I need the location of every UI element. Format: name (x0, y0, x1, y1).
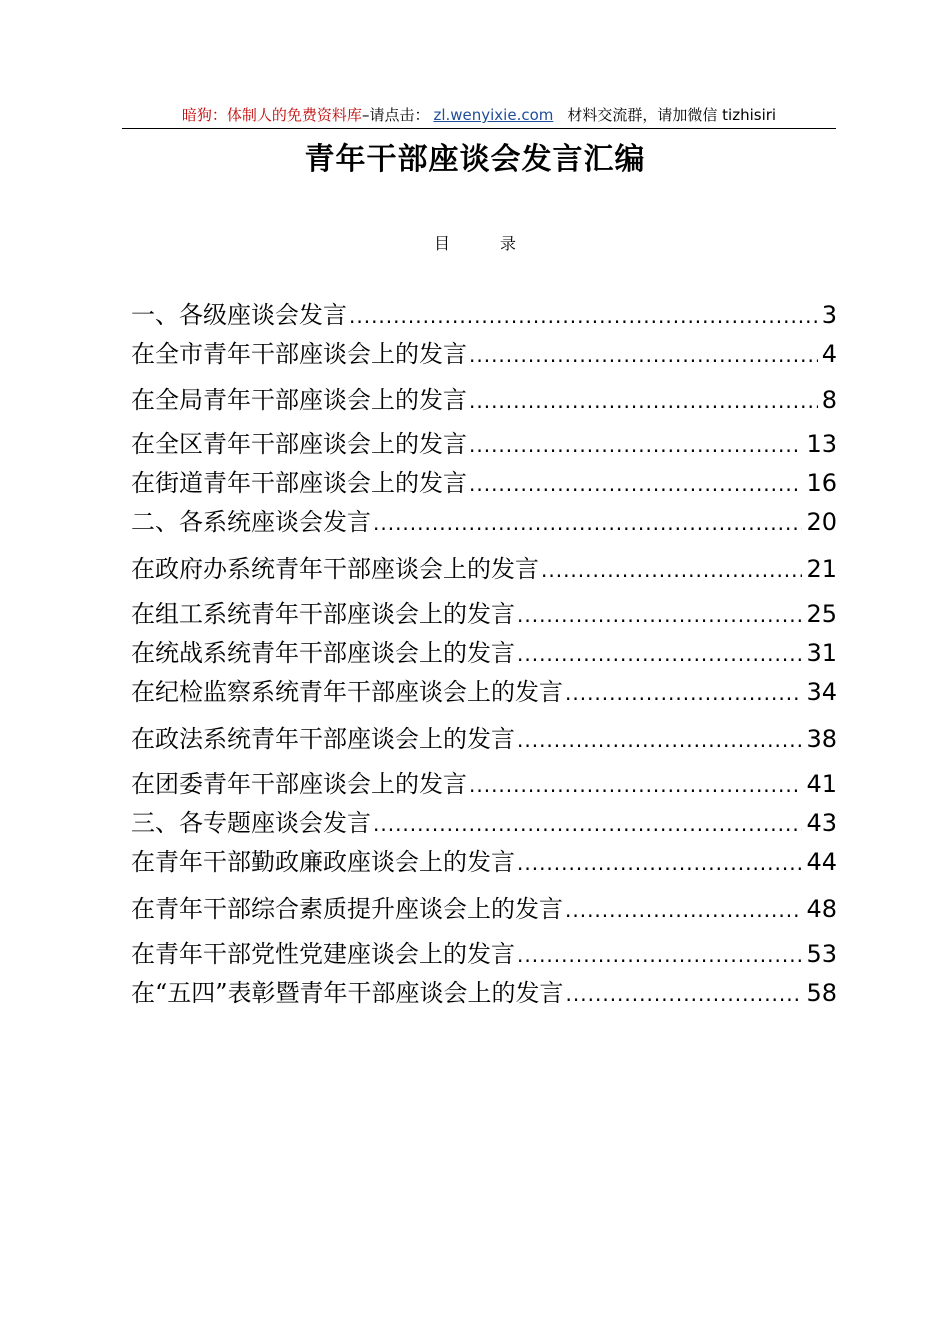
toc-leader-dots (541, 553, 802, 587)
toc-leader-dots (517, 637, 802, 671)
toc-leader-dots (373, 807, 802, 841)
toc-entry-text: 二、各系统座谈会发言 (131, 508, 371, 536)
toc-page-number: 48 (806, 895, 837, 923)
toc-entry-text: 在统战系统青年干部座谈会上的发言 (131, 639, 515, 667)
toc-entry-text: 在政法系统青年干部座谈会上的发言 (131, 725, 515, 753)
toc-leader-dots (565, 676, 802, 710)
toc-page-number: 4 (821, 340, 837, 368)
toc-entry-text: 在全局青年干部座谈会上的发言 (131, 386, 467, 414)
toc-entry-text: 在“五四”表彰暨青年干部座谈会上的发言 (131, 979, 564, 1007)
toc-entry-text: 在青年干部勤政廉政座谈会上的发言 (131, 848, 515, 876)
toc-entry[interactable] (131, 937, 837, 971)
toc-entry[interactable] (131, 845, 837, 879)
toc-entry[interactable] (131, 675, 837, 709)
toc-leader-dots (565, 893, 802, 927)
toc-page-number: 53 (806, 940, 837, 968)
toc-leader-dots (469, 428, 802, 462)
toc-entry[interactable] (131, 383, 837, 417)
header-note: 材料交流群，请加微信 tizhisiri (567, 106, 777, 124)
toc-page-number: 13 (806, 430, 837, 458)
toc-page-number: 20 (806, 508, 837, 536)
toc-page-number: 3 (821, 301, 837, 329)
toc-entry-text: 在纪检监察系统青年干部座谈会上的发言 (131, 678, 563, 706)
toc-leader-dots (373, 506, 802, 540)
toc-entry-section-3[interactable] (131, 806, 837, 840)
toc-entry-text: 在团委青年干部座谈会上的发言 (131, 770, 467, 798)
toc-entry[interactable] (131, 636, 837, 670)
toc-leader-dots (349, 299, 818, 333)
toc-page-number: 21 (806, 555, 837, 583)
toc-leader-dots (517, 846, 802, 880)
toc-page-number: 8 (821, 386, 837, 414)
toc-entry[interactable] (131, 976, 837, 1010)
toc-entry[interactable] (131, 466, 837, 500)
toc-leader-dots (517, 598, 802, 632)
toc-entry[interactable] (131, 767, 837, 801)
toc-leader-dots (517, 938, 802, 972)
toc-entry[interactable] (131, 597, 837, 631)
toc-entry[interactable] (131, 427, 837, 461)
toc-entry-text: 在青年干部党性党建座谈会上的发言 (131, 940, 515, 968)
toc-page-number: 31 (806, 639, 837, 667)
toc-page-number: 58 (806, 979, 837, 1007)
toc-page-number: 41 (806, 770, 837, 798)
document-title: 青年干部座谈会发言汇编 (304, 142, 646, 177)
toc-entry-text: 在政府办系统青年干部座谈会上的发言 (131, 555, 539, 583)
toc-page-number: 16 (806, 469, 837, 497)
toc-entry[interactable] (131, 337, 837, 371)
header-link[interactable]: zl.wenyixie.com (433, 106, 554, 124)
toc-page-number: 25 (806, 600, 837, 628)
toc-leader-dots (517, 723, 802, 757)
toc-heading: 目录 (433, 234, 566, 253)
header-prompt: –请点击： (361, 106, 430, 124)
toc-page-number: 44 (806, 848, 837, 876)
toc-page-number: 34 (806, 678, 837, 706)
toc-entry-text: 一、各级座谈会发言 (131, 301, 347, 329)
toc-entry-text: 在全区青年干部座谈会上的发言 (131, 430, 467, 458)
toc-entry-text: 在全市青年干部座谈会上的发言 (131, 340, 467, 368)
toc-entry-section-1[interactable] (131, 298, 837, 332)
toc-page-number: 43 (806, 809, 837, 837)
toc-entry[interactable] (131, 722, 837, 756)
toc-entry-text: 在组工系统青年干部座谈会上的发言 (131, 600, 515, 628)
toc-entry-text: 在青年干部综合素质提升座谈会上的发言 (131, 895, 563, 923)
toc-entry[interactable] (131, 552, 837, 586)
toc-leader-dots (469, 768, 802, 802)
toc-leader-dots (566, 977, 803, 1011)
toc-page-number: 38 (806, 725, 837, 753)
toc-entry-text: 三、各专题座谈会发言 (131, 809, 371, 837)
table-of-contents (131, 0, 837, 1100)
toc-leader-dots (469, 467, 802, 501)
toc-entry-section-2[interactable] (131, 505, 837, 539)
toc-leader-dots (469, 338, 818, 372)
header-brand: 暗狗：体制人的免费资料库 (181, 106, 362, 124)
toc-entry[interactable] (131, 892, 837, 926)
toc-entry-text: 在街道青年干部座谈会上的发言 (131, 469, 467, 497)
toc-leader-dots (469, 384, 818, 418)
